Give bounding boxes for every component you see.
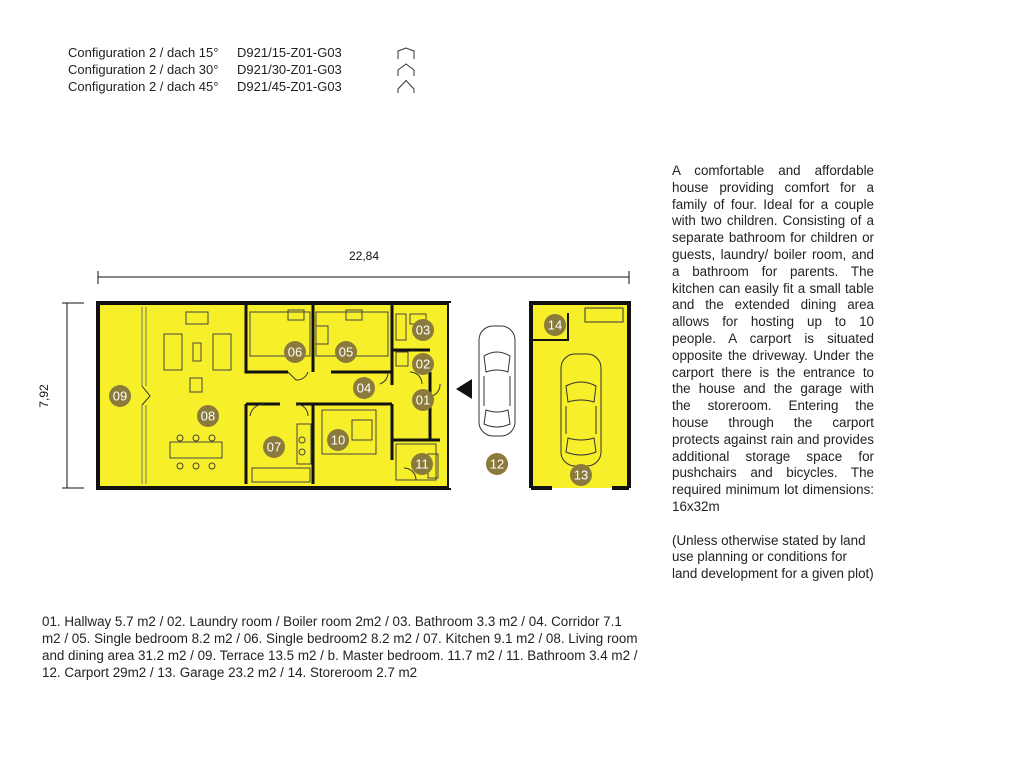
- room-marker: [353, 377, 375, 399]
- room-marker: [412, 353, 434, 375]
- room-number: 12: [489, 456, 505, 472]
- room-number: 14: [547, 317, 563, 333]
- room-marker: [197, 405, 219, 427]
- room-number: 10: [330, 432, 346, 448]
- room-number: 03: [415, 322, 431, 338]
- depth-dimension-label: 7,92: [37, 384, 51, 408]
- room-marker: [109, 385, 131, 407]
- room-marker: [412, 389, 434, 411]
- configuration-label: Configuration 2 / dach 30°: [68, 62, 219, 77]
- configuration-label: Configuration 2 / dach 45°: [68, 79, 219, 94]
- width-dimension-line: [98, 271, 629, 284]
- width-dimension-label: 22,84: [348, 249, 380, 263]
- configuration-label: Configuration 2 / dach 15°: [68, 45, 219, 60]
- house-description: [672, 163, 874, 583]
- room-number: 13: [573, 467, 589, 483]
- depth-dimension-line: [62, 303, 84, 488]
- room-number: 06: [287, 344, 303, 360]
- room-marker: [412, 319, 434, 341]
- room-marker: [284, 341, 306, 363]
- room-number: 01: [415, 392, 431, 408]
- room-number: 08: [200, 408, 216, 424]
- car-garage-icon: [561, 354, 601, 466]
- room-number: 11: [415, 456, 429, 472]
- room-marker: [327, 429, 349, 451]
- room-number: 07: [266, 439, 282, 455]
- room-marker: [544, 314, 566, 336]
- room-marker: [570, 464, 592, 486]
- room-marker: [335, 341, 357, 363]
- room-number: 09: [112, 388, 128, 404]
- room-marker: [263, 436, 285, 458]
- configuration-code: D921/15-Z01-G03: [237, 45, 342, 60]
- room-marker: [486, 453, 508, 475]
- description-note: (Unless otherwise stated by land use planning or conditions for land development for a given plot): [672, 532, 874, 582]
- configuration-code: D921/30-Z01-G03: [237, 62, 342, 77]
- description-text: A comfortable and affordable house providing comfort for a family of four. Ideal for a couple with two children. Consisting of a separate bathroom for children or guests, laundry/ boiler room, and a bathroom for parents. The kitchen can easily fit a small table and the extended dining area allows for hosting up to 10 people. A carport is situated opposite the driveway. Under the carport there is the entrance to the house and the garage with the storeroom. Entering the house through the carport protects against rain and provides additional storage space for pushchairs and bicycles. The required minimum lot dimensions: 16x32m: [672, 163, 874, 514]
- room-number: 02: [415, 356, 431, 372]
- car-carport-icon: [479, 326, 515, 436]
- configuration-code: D921/45-Z01-G03: [237, 79, 342, 94]
- room-marker: [411, 453, 433, 475]
- room-legend: 01. Hallway 5.7 m2 / 02. Laundry room / Boiler room 2m2 / 03. Bathroom 3.3 m2 / 04. Corridor 7.1 m2 / 05. Single bedroom 8.2 m2 / 06. Single bedroom2 8.2 m2 / 07. Kitchen 9.1 m2 / 08. Living room and dining area 31.2 m2 / 09. Terrace 13.5 m2 / b. Master bedroom. 11.7 m2 / 11. Bathroom 3.4 m2 / 12. Carport 29m2 / 13. Garage 23.2 m2 / 14. Storeroom 2.7 m2: [42, 614, 638, 680]
- room-number: 04: [356, 380, 372, 396]
- room-number: 05: [338, 344, 354, 360]
